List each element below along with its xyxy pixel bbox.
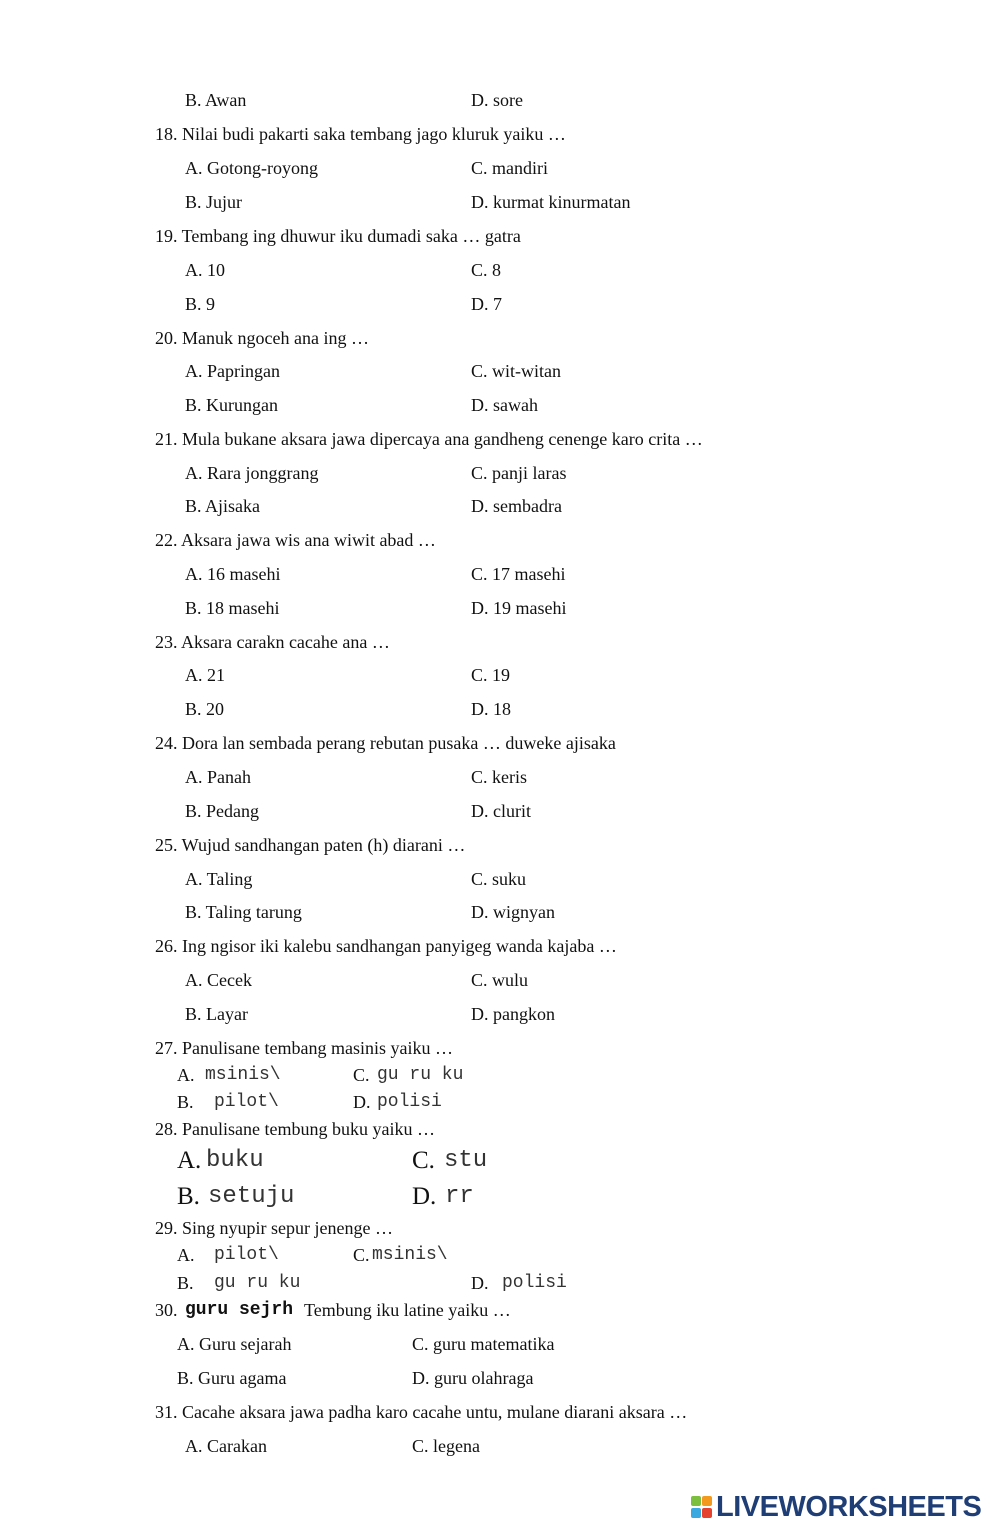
q24-option-d: D. clurit bbox=[471, 801, 531, 821]
q28-option-a-javanese: buku bbox=[206, 1147, 264, 1174]
q20-option-d: D. sawah bbox=[471, 395, 538, 415]
q27-option-a-label: A. bbox=[177, 1065, 195, 1085]
q28-option-b-javanese: setuju bbox=[208, 1183, 295, 1210]
q19-option-a: A. 10 bbox=[185, 260, 225, 280]
q21-option-b: B. Ajisaka bbox=[185, 496, 260, 516]
q28-option-d-javanese: rr bbox=[445, 1183, 474, 1210]
q28-option-b-label: B. bbox=[177, 1183, 200, 1210]
q28-option-a-label: A. bbox=[177, 1147, 202, 1174]
q27-stem: 27. Panulisane tembang masinis yaiku … bbox=[155, 1038, 453, 1058]
q23-option-d: D. 18 bbox=[471, 699, 511, 719]
liveworksheets-logo-text: LIVEWORKSHEETS bbox=[716, 1490, 982, 1523]
q21-option-a: A. Rara jonggrang bbox=[185, 463, 319, 483]
q22-option-d: D. 19 masehi bbox=[471, 598, 567, 618]
q22-option-a: A. 16 masehi bbox=[185, 564, 281, 584]
q26-option-c: C. wulu bbox=[471, 970, 529, 990]
q26-option-b: B. Layar bbox=[185, 1004, 248, 1024]
q19-option-d: D. 7 bbox=[471, 294, 502, 314]
q30-javanese-word: guru sejrh bbox=[185, 1300, 294, 1320]
q27-option-c-javanese: gu ru ku bbox=[377, 1065, 464, 1085]
q30-number: 30. bbox=[155, 1300, 178, 1320]
q29-option-b-label: B. bbox=[177, 1273, 194, 1293]
q21-option-d: D. sembadra bbox=[471, 496, 562, 516]
q18-stem: 18. Nilai budi pakarti saka tembang jago kluruk yaiku … bbox=[155, 124, 566, 144]
q18-option-c: C. mandiri bbox=[471, 158, 548, 178]
q29-option-b-javanese: gu ru ku bbox=[214, 1273, 301, 1293]
q28-option-c-javanese: stu bbox=[444, 1147, 488, 1174]
q29-option-a-label: A. bbox=[177, 1245, 195, 1265]
q26-stem: 26. Ing ngisor iki kalebu sandhangan panyigeg wanda kajaba … bbox=[155, 936, 617, 956]
q30-option-b: B. Guru agama bbox=[177, 1368, 287, 1388]
q21-stem: 21. Mula bukane aksara jawa dipercaya ana gandheng cenenge karo crita … bbox=[155, 429, 703, 449]
q28-stem: 28. Panulisane tembung buku yaiku … bbox=[155, 1119, 435, 1139]
q18-option-d: D. kurmat kinurmatan bbox=[471, 192, 631, 212]
q30-option-a: A. Guru sejarah bbox=[177, 1334, 292, 1354]
q29-option-d-label: D. bbox=[471, 1273, 489, 1293]
q20-stem: 20. Manuk ngoceh ana ing … bbox=[155, 328, 369, 348]
q25-option-c: C. suku bbox=[471, 869, 527, 889]
q23-option-b: B. 20 bbox=[185, 699, 225, 719]
q27-option-b-javanese: pilot\ bbox=[214, 1092, 279, 1112]
q21-option-c: C. panji laras bbox=[471, 463, 567, 483]
q27-option-d-label: D. bbox=[353, 1092, 371, 1112]
q24-stem: 24. Dora lan sembada perang rebutan pusaka … duweke ajisaka bbox=[155, 733, 616, 753]
q30-option-d: D. guru olahraga bbox=[412, 1368, 534, 1388]
q27-option-c-label: C. bbox=[353, 1065, 370, 1085]
q23-option-a: A. 21 bbox=[185, 665, 225, 685]
q27-option-b-label: B. bbox=[177, 1092, 194, 1112]
q18-option-b: B. Jujur bbox=[185, 192, 243, 212]
q28-option-d-label: D. bbox=[412, 1183, 437, 1210]
q28-option-c-label: C. bbox=[412, 1147, 435, 1174]
q22-stem: 22. Aksara jawa wis ana wiwit abad … bbox=[155, 530, 436, 550]
q18-option-a: A. Gotong-royong bbox=[185, 158, 318, 178]
q26-option-a: A. Cecek bbox=[185, 970, 252, 990]
q27-option-d-javanese: polisi bbox=[377, 1092, 442, 1112]
q25-stem: 25. Wujud sandhangan paten (h) diarani … bbox=[155, 835, 466, 855]
q25-option-a: A. Taling bbox=[185, 869, 253, 889]
q20-option-a: A. Papringan bbox=[185, 361, 280, 381]
q29-option-c-label: C. bbox=[353, 1245, 370, 1265]
q19-stem: 19. Tembang ing dhuwur iku dumadi saka … gatra bbox=[155, 226, 521, 246]
q23-stem: 23. Aksara carakn cacahe ana … bbox=[155, 632, 390, 652]
q31-option-a: A. Carakan bbox=[185, 1436, 267, 1456]
q23-option-c: C. 19 bbox=[471, 665, 511, 685]
q31-option-c: C. legena bbox=[412, 1436, 480, 1456]
q19-option-c: C. 8 bbox=[471, 260, 502, 280]
q17-option-d: D. sore bbox=[471, 90, 523, 110]
q31-stem: 31. Cacahe aksara jawa padha karo cacahe untu, mulane diarani aksara … bbox=[155, 1402, 688, 1422]
q20-option-b: B. Kurungan bbox=[185, 395, 278, 415]
liveworksheets-logo-icon bbox=[691, 1494, 713, 1520]
q27-option-a-javanese: msinis\ bbox=[205, 1065, 281, 1085]
q24-option-c: C. keris bbox=[471, 767, 527, 787]
q24-option-a: A. Panah bbox=[185, 767, 251, 787]
q29-option-c-javanese: msinis\ bbox=[372, 1245, 448, 1265]
q24-option-b: B. Pedang bbox=[185, 801, 259, 821]
q17-option-b: B. Awan bbox=[185, 90, 247, 110]
liveworksheets-logo[interactable] bbox=[691, 1490, 981, 1524]
q25-option-b: B. Taling tarung bbox=[185, 902, 302, 922]
q19-option-b: B. 9 bbox=[185, 294, 216, 314]
q26-option-d: D. pangkon bbox=[471, 1004, 555, 1024]
q29-stem: 29. Sing nyupir sepur jenenge … bbox=[155, 1218, 393, 1238]
q22-option-c: C. 17 masehi bbox=[471, 564, 566, 584]
q22-option-b: B. 18 masehi bbox=[185, 598, 280, 618]
q29-option-a-javanese: pilot\ bbox=[214, 1245, 279, 1265]
q29-option-d-javanese: polisi bbox=[502, 1273, 567, 1293]
q25-option-d: D. wignyan bbox=[471, 902, 555, 922]
q20-option-c: C. wit-witan bbox=[471, 361, 561, 381]
q30-stem: Tembung iku latine yaiku … bbox=[304, 1300, 511, 1320]
q30-option-c: C. guru matematika bbox=[412, 1334, 555, 1354]
